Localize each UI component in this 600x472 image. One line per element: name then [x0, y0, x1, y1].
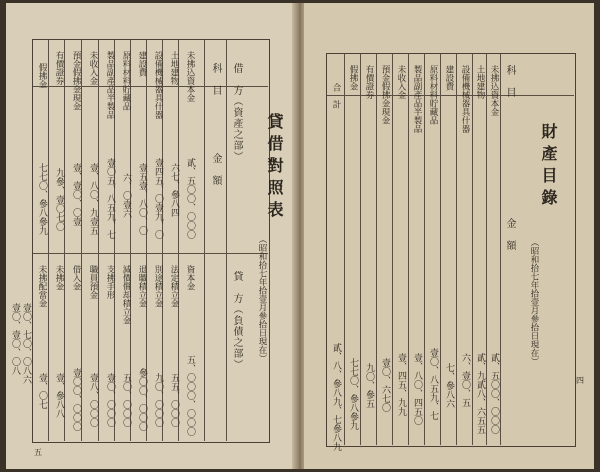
debit-item-label: 建設費: [137, 51, 147, 77]
credit-item-amount: 九〇、〇〇〇: [153, 373, 163, 427]
inventory-item-amount: 壹〇、六七〇: [380, 358, 390, 412]
debit-item-amount: 六、〇壹六: [121, 173, 131, 218]
credit-item-amount: 壹〇、〇〇〇: [105, 373, 115, 427]
debit-item-amount: 九參、壹〇七〇: [54, 168, 64, 231]
debit-item-amount: 貳、五〇〇、〇〇〇: [185, 158, 195, 239]
debit-item-amount: 七七〇、參八參九: [37, 163, 47, 235]
inventory-item-label: 原料材料貯藏品: [428, 65, 438, 125]
inventory-col-item: 科 目: [504, 65, 515, 98]
credit-item-amount: 五、〇〇〇、〇〇〇: [185, 355, 195, 436]
credit-item-label: 未拂金: [54, 265, 64, 291]
left-page-number: 五: [34, 448, 42, 457]
debit-item-amount: 壹四五、〇壹九、〇: [153, 158, 163, 239]
credit-item-label: 借入金: [71, 265, 81, 291]
credit-item-label: 資本金: [185, 265, 195, 291]
credit-item-amount: 壹、〇七: [37, 373, 47, 409]
debit-item-amount: 壹、壹〇、〇壹: [71, 163, 81, 226]
credit-item-label: 減價償却積立金: [121, 265, 131, 325]
inventory-item-label: 建設費: [444, 65, 454, 91]
credit-item-amount: 壹、參八八: [54, 373, 64, 418]
inventory-item-amount: 壹、八〇、四五〇: [412, 353, 422, 425]
debit-item-amount: 壹、八〇、九壹五: [88, 163, 98, 235]
col-item-header: 科 目: [210, 63, 221, 96]
inventory-item-label: 有價證券: [364, 65, 374, 99]
debit-item-amount: 壹五壹、八〇、〇: [137, 163, 147, 235]
credit-item-label: 退職積立金: [137, 265, 147, 308]
debit-item-label: 設備機械器具什器: [153, 51, 163, 119]
inventory-date: （昭和拾七年拾壹月參拾日現在）: [529, 238, 539, 366]
debit-item-label: 原料材料貯藏品: [121, 51, 131, 111]
credit-item-label: 別途積立金: [153, 265, 163, 308]
balance-sheet-title: 貸借對照表: [265, 113, 284, 223]
credit-item-amount: 五五、〇〇〇: [169, 373, 179, 427]
inventory-item-amount: 七七〇、參八參九: [348, 358, 358, 430]
inventory-item-label: 土地建物: [475, 65, 485, 99]
credit-item-amount: 五〇、〇〇〇: [121, 373, 131, 427]
debit-item-amount: 六七、參八四: [169, 163, 179, 217]
credit-item-amount: 壹八、〇〇〇: [88, 373, 98, 427]
inventory-item-amount: 壹、四五、九九: [396, 353, 406, 416]
debit-item-label: 未收入金: [88, 51, 98, 85]
debit-item-label: 預金假拂金現金: [71, 51, 81, 111]
credit-item-amount: 壹〇〇、〇〇〇: [71, 368, 81, 431]
debit-item-label: 土地建物: [169, 51, 179, 85]
col-amount-header: 金 額: [210, 153, 221, 186]
inventory-item-amount: 九〇、參五: [364, 363, 374, 408]
debit-header: 借 方（資產之部）: [231, 63, 242, 162]
inventory-item-label: 預金假拂金現金: [380, 65, 390, 125]
debit-item-label: 假拂金: [37, 63, 47, 89]
debit-total: 壹〇、七〇、〇八六: [21, 303, 31, 384]
balance-sheet-date: （昭和拾七年拾壹月參拾日現在）: [257, 235, 267, 363]
credit-item-label: 職員預金: [88, 265, 98, 299]
inventory-total-amount: 貳、八、參八九、七參八九: [331, 343, 341, 451]
inventory-item-amount: 壹〇、八五九、七: [428, 348, 438, 420]
inventory-item-amount: 六、壹〇、五: [460, 353, 470, 407]
inventory-item-amount: 七、參八六: [444, 363, 454, 408]
debit-item-label: 製品副產品半製品: [105, 51, 115, 119]
right-page-number: 四: [576, 376, 584, 385]
inventory-item-amount: 貳、五〇〇、〇〇〇: [489, 353, 499, 434]
left-page: [6, 3, 296, 469]
inventory-item-label: 設備機械器具什器: [460, 65, 470, 133]
inventory-total-label: 合 計: [331, 83, 341, 109]
debit-item-label: 未拂込資本金: [185, 51, 195, 102]
credit-item-label: 支拂手形: [105, 265, 115, 299]
credit-item-label: 未拂配當金: [37, 265, 47, 308]
inventory-item-amount: 貳、九貳八、六五五: [475, 353, 485, 434]
right-page: [304, 3, 594, 469]
inventory-item-label: 未拂込資本金: [489, 65, 499, 116]
credit-item-label: 法定積立金: [169, 265, 179, 308]
credit-item-amount: 參〇〇、〇〇〇: [137, 368, 147, 431]
book-spread: [6, 3, 594, 469]
inventory-item-label: 假拂金: [348, 65, 358, 91]
debit-item-label: 有價證券: [54, 51, 64, 85]
debit-item-amount: 壹〇五、八五九、七: [105, 158, 115, 239]
credit-total: 壹〇、壹〇、〇八: [10, 303, 20, 375]
credit-header: 貸 方（負債之部）: [231, 271, 242, 370]
inventory-title: 財產目錄: [539, 123, 558, 211]
inventory-col-amount: 金 額: [504, 218, 515, 251]
inventory-item-label: 製品副產品半製品: [412, 65, 422, 133]
inventory-item-label: 未收入金: [396, 65, 406, 99]
